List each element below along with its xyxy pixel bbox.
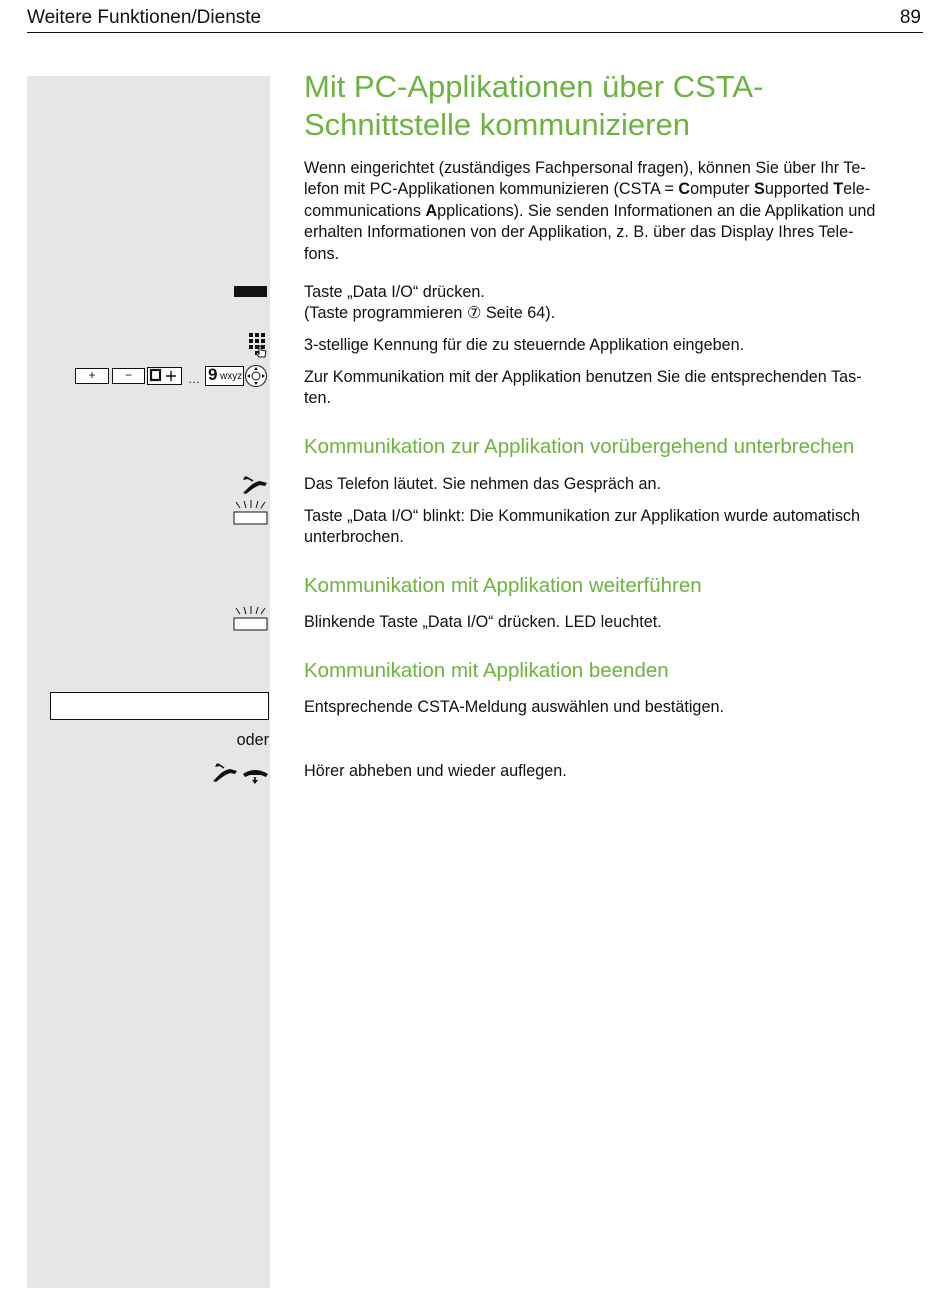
step-select-message: Entsprechende CSTA-Meldung auswählen und bestätigen. [304,698,724,716]
ellipsis: … [188,372,200,386]
step-answer-call: Das Telefon läutet. Sie nehmen das Gespräch an. [304,475,661,493]
title-line-2: Schnittstelle kommunizieren [304,107,690,142]
navigator-icon [244,364,268,388]
handset-lifted-icon [240,476,268,494]
plus-key-icon: + [75,368,109,384]
display-field-icon [50,692,269,720]
step-text: unterbrochen. [304,528,404,547]
step-text: ten. [304,389,332,408]
page-number: 89 [899,7,921,28]
minus-key-icon: − [112,368,145,384]
subheading-continue: Kommunikation mit Applikation weiterführen [304,574,702,597]
keypad-icon [248,332,268,358]
intro-line-4: erhalten Informationen von der Applikation, z. B. über das Display Ihres Tele- [304,223,854,242]
section-title: Weitere Funktionen/Dienste [27,7,262,28]
intro-line-2: lefon mit PC-Applikationen kommunizieren (CSTA = Computer Supported Tele- [304,180,871,199]
step-press-blinking-key: Blinkende Taste „Data I/O“ drücken. LED leuchtet. [304,613,662,631]
step-text: Zur Kommunikation mit der Applikation benutzen Sie die entsprechenden Tas- [304,368,862,386]
step-lift-hang-up: Hörer abheben und wieder auflegen. [304,762,567,780]
intro-paragraph [304,158,924,265]
intro-line-1: Wenn eingerichtet (zuständiges Fachpersonal fragen), können Sie über Ihr Te- [304,159,866,177]
page-title [304,68,904,144]
handset-lift-and-hang-up-icon [212,762,270,784]
sidebar-column [27,76,270,1288]
step-text: Taste „Data I/O“ blinkt: Die Kommunikation zur Applikation wurde automatisch [304,507,861,525]
step-enter-code: 3-stellige Kennung für die zu steuernde Applikation eingeben. [304,336,745,354]
oder-label: oder [236,731,269,749]
nine-key-icon: 9 wxyz [205,366,244,386]
intro-line-5: fons. [304,244,340,263]
step-text: Taste „Data I/O“ drücken. [304,283,485,301]
step-press-key [304,282,555,325]
subheading-interrupt: Kommunikation zur Applikation vorübergehend unterbrechen [304,435,855,458]
intro-line-3: communications Applications). Sie senden Informationen an die Applikation und [304,201,876,220]
blinking-key-icon [233,500,269,526]
title-line-1: Mit PC-Applikationen über CSTA- [304,69,764,104]
subheading-end: Kommunikation mit Applikation beenden [304,659,669,682]
step-key-blinks [304,506,860,549]
step-use-keys [304,367,862,410]
zero-plus-key-icon [147,366,183,386]
step-text: (Taste programmieren ⑦ Seite 64). [304,304,556,323]
blinking-key-icon [233,606,269,632]
page-header [27,6,923,33]
function-key-icon [234,286,267,297]
